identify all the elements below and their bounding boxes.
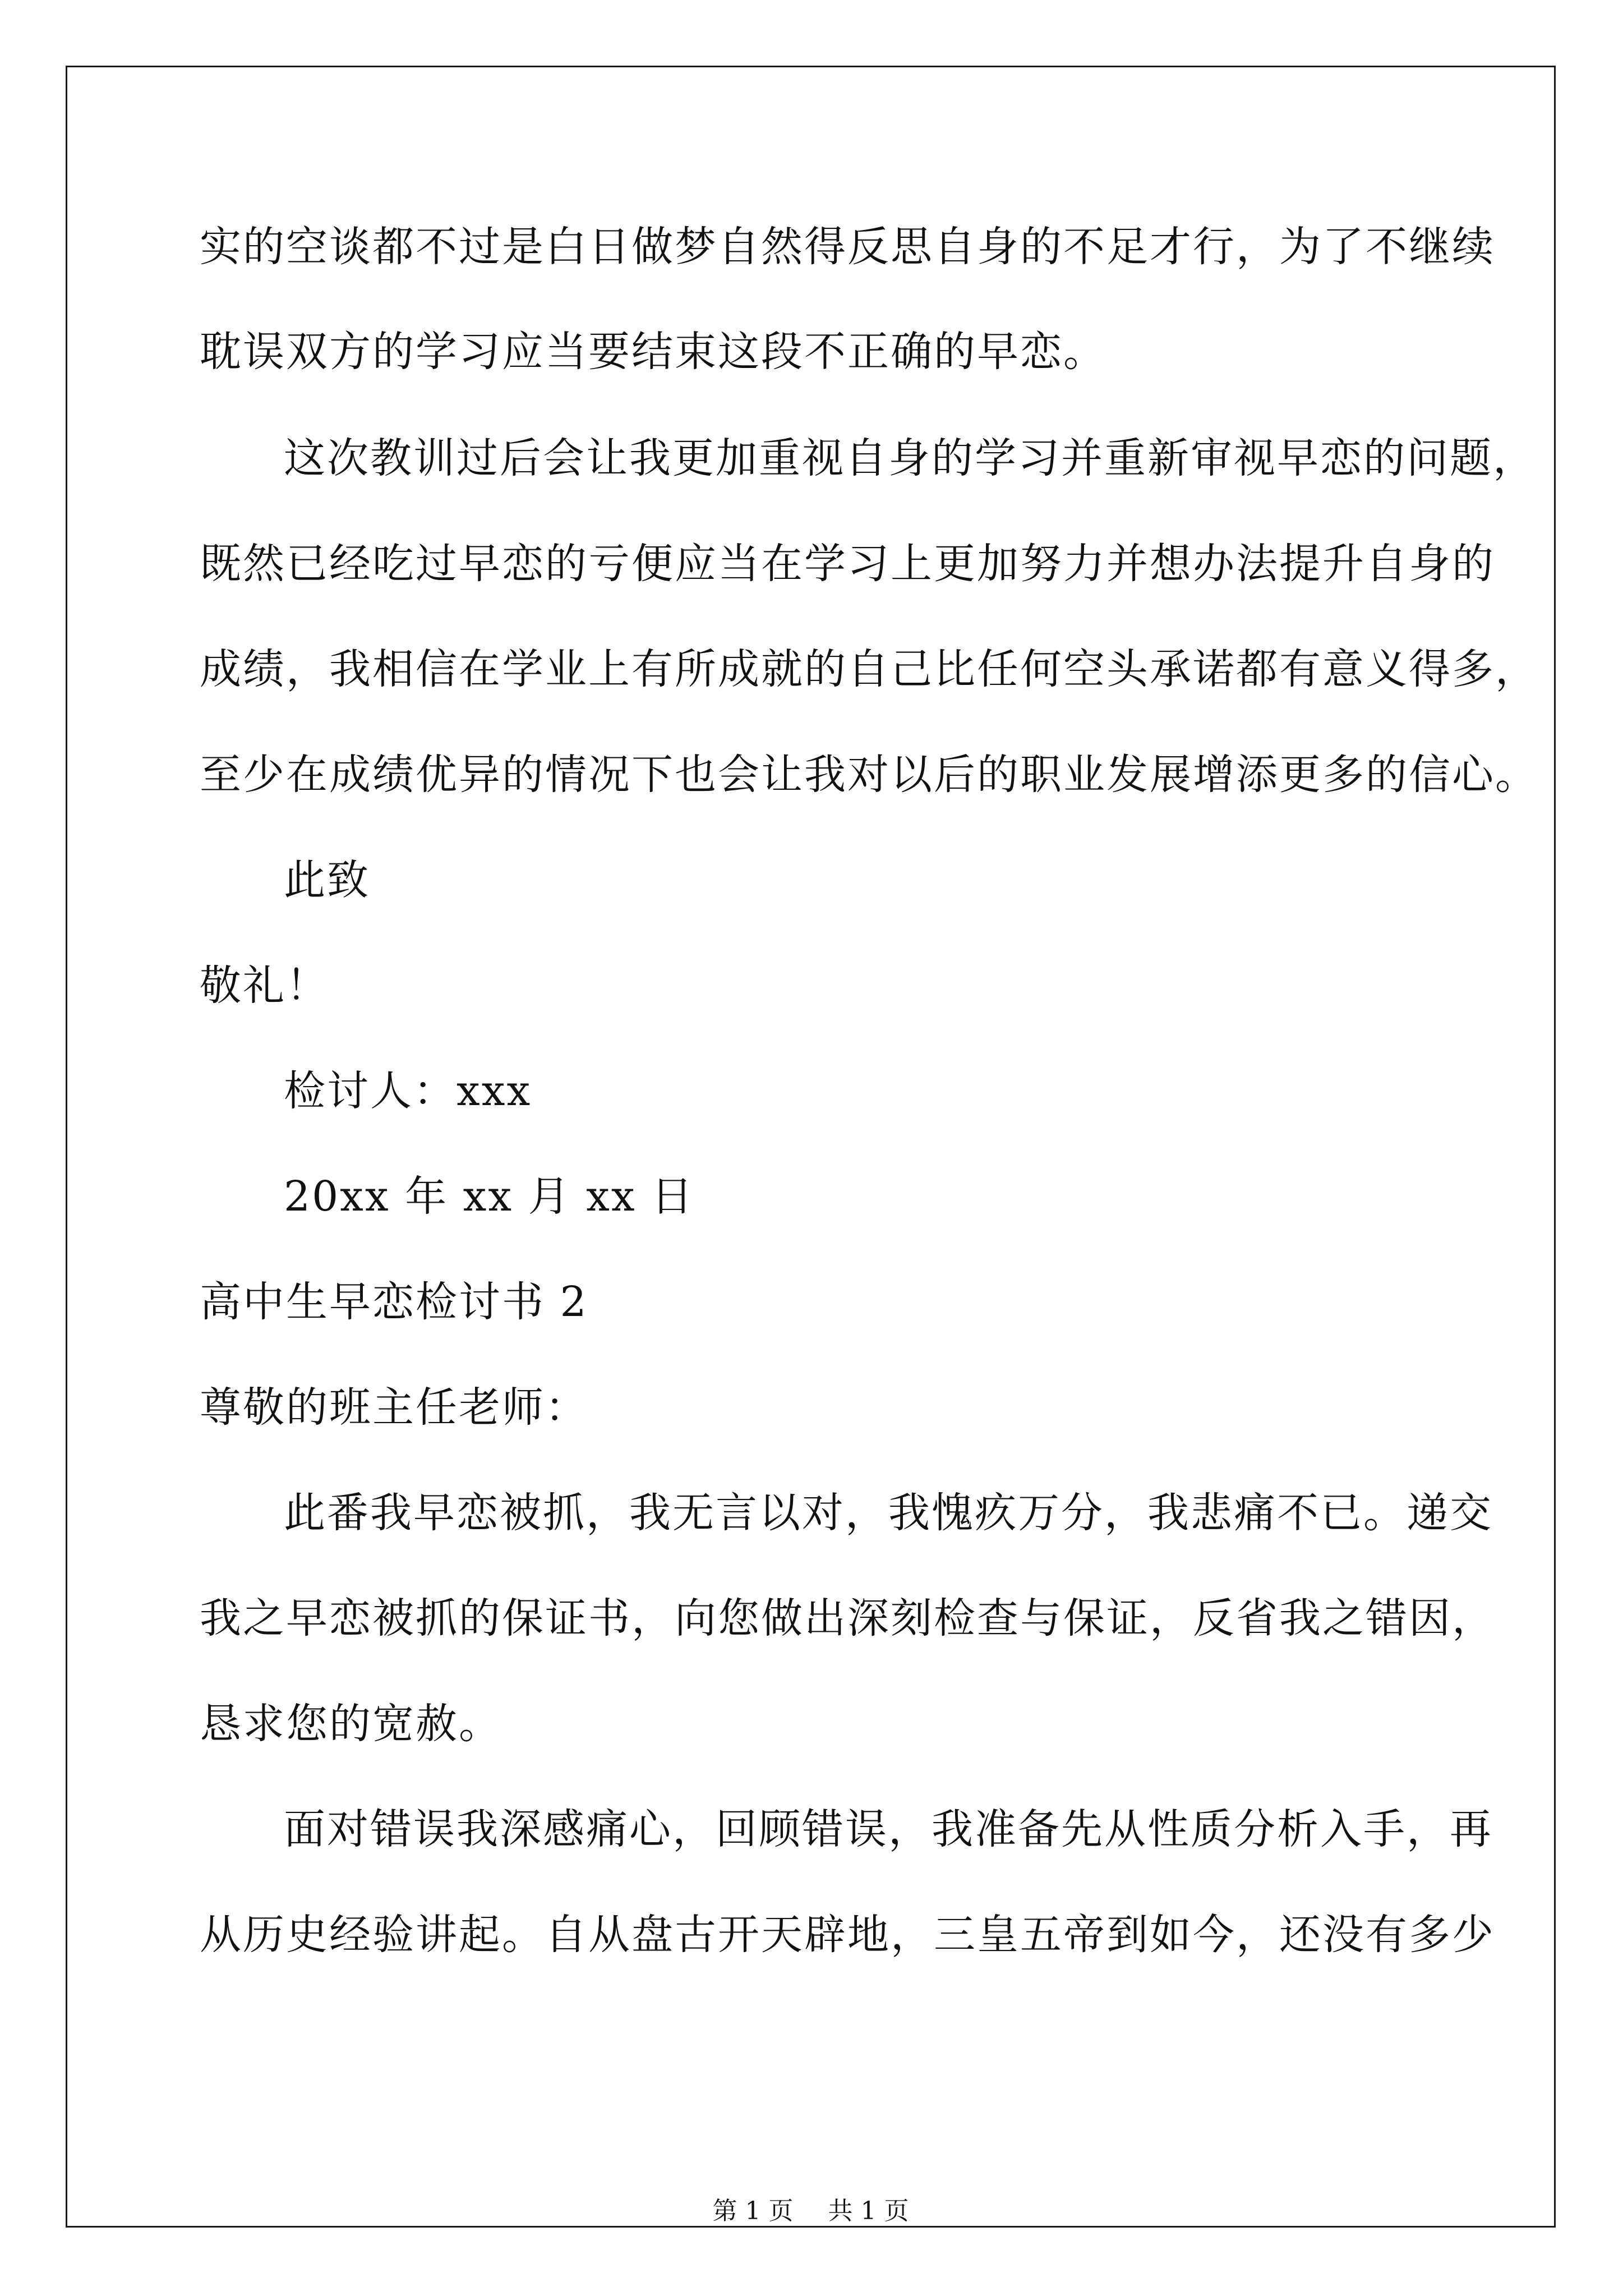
body-line-15: 恳求您的宽赦。 bbox=[200, 1700, 502, 1748]
section-title: 高中生早恋检讨书 2 bbox=[200, 1278, 588, 1326]
body-line-5: 成绩，我相信在学业上有所成就的自己比任何空头承诺都有意义得多， bbox=[200, 645, 1538, 693]
signature-author: 检讨人：xxx bbox=[284, 1067, 532, 1115]
paragraph-start-line: 面对错误我深感痛心，回顾错误，我准备先从性质分析入手，再 bbox=[284, 1805, 1493, 1853]
closing-ci-zhi: 此致 bbox=[284, 856, 370, 904]
salutation: 尊敬的班主任老师： bbox=[200, 1383, 588, 1432]
body-line-17: 从历史经验讲起。自从盘古开天辟地，三皇五帝到如今，还没有多少 bbox=[200, 1911, 1495, 1959]
body-line-1: 实的空谈都不过是白日做梦自然得反思自身的不足才行，为了不继续 bbox=[200, 223, 1495, 271]
closing-jing-li: 敬礼！ bbox=[200, 961, 329, 1010]
body-line-6: 至少在成绩优异的情况下也会让我对以后的职业发展增添更多的信心。 bbox=[200, 751, 1538, 799]
body-line-14: 我之早恋被抓的保证书，向您做出深刻检查与保证，反省我之错因， bbox=[200, 1594, 1495, 1642]
page-number-total: 共 1 页 bbox=[828, 2197, 909, 2225]
signature-date: 20xx 年 xx 月 xx 日 bbox=[284, 1172, 695, 1221]
page-footer bbox=[67, 2199, 1554, 2224]
page-border bbox=[66, 66, 1556, 2228]
page-number-current: 第 1 页 bbox=[712, 2197, 794, 2225]
paragraph-start-line: 这次教训过后会让我更加重视自身的学习并重新审视早恋的问题， bbox=[284, 434, 1536, 482]
paragraph-start-line: 此番我早恋被抓，我无言以对，我愧疚万分，我悲痛不已。递交 bbox=[284, 1489, 1493, 1537]
document-body bbox=[200, 67, 1538, 2143]
body-line-4: 既然已经吃过早恋的亏便应当在学习上更加努力并想办法提升自身的 bbox=[200, 540, 1495, 588]
body-line-2: 耽误双方的学习应当要结束这段不正确的早恋。 bbox=[200, 328, 1106, 376]
